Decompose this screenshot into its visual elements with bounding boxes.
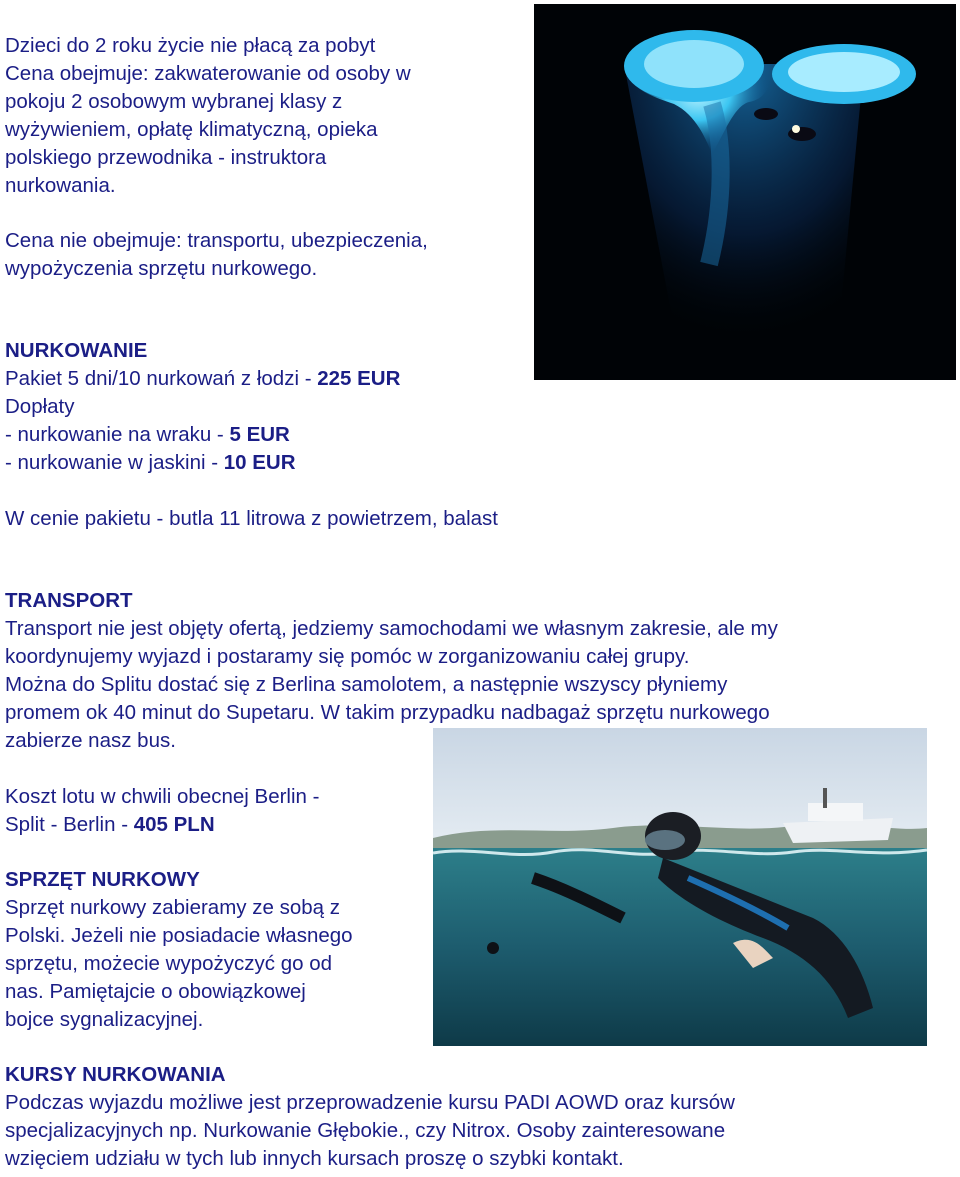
package-text: Pakiet 5 dni/10 nurkowań z łodzi - [5,367,318,390]
wreck-price: 5 EUR [229,423,290,446]
courses-line-1: Podczas wyjazdu możliwe jest przeprowadzenie kursu PADI AOWD oraz kursów [5,1091,735,1114]
package-line [5,365,400,393]
split-level-diver-photo [433,728,927,1046]
package-price: 225 EUR [317,367,401,390]
flight-line-1: Koszt lotu w chwili obecnej Berlin - [5,785,320,808]
intro-line-4: wyżywieniem, opłatę klimatyczną, opieka [5,118,378,141]
package-includes: W cenie pakietu - butla 11 litrowa z powietrzem, balast [5,507,498,530]
transport-line-4: promem ok 40 minut do Supetaru. W takim przypadku nadbagaż sprzętu nurkowego [5,701,770,724]
transport-heading: TRANSPORT [5,589,133,612]
wreck-line [5,421,290,449]
flight-price: 405 PLN [133,813,215,836]
cave-diving-photo [534,4,956,380]
surcharges-label: Dopłaty [5,395,75,418]
equipment-line-2: Polski. Jeżeli nie posiadacie własnego [5,924,353,947]
intro-line-5: polskiego przewodnika - instruktora [5,146,327,169]
transport-line-1: Transport nie jest objęty ofertą, jedziemy samochodami we własnym zakresie, ale my [5,617,778,640]
transport-line-3: Można do Splitu dostać się z Berlina samolotem, a następnie wszyscy płyniemy [5,673,728,696]
transport-line-2: koordynujemy wyjazd i postaramy się pomóc w zorganizowaniu całej grupy. [5,645,690,668]
diving-heading: NURKOWANIE [5,339,148,362]
transport-line-5: zabierze nasz bus. [5,729,176,752]
equipment-heading: SPRZĘT NURKOWY [5,868,200,891]
cave-line [5,449,296,477]
courses-heading: KURSY NURKOWANIA [5,1063,226,1086]
equipment-line-1: Sprzęt nurkowy zabieramy ze sobą z [5,896,340,919]
intro-line-1: Dzieci do 2 roku życie nie płacą za pobyt [5,34,376,57]
courses-line-3: wzięciem udziału w tych lub innych kursach proszę o szybki kontakt. [5,1147,624,1170]
intro-line-3: pokoju 2 osobowym wybranej klasy z [5,90,343,113]
equipment-line-4: nas. Pamiętajcie o obowiązkowej [5,980,306,1003]
intro-line-6: nurkowania. [5,174,116,197]
flight-text: Split - Berlin - [5,813,134,836]
equipment-line-3: sprzętu, możecie wypożyczyć go od [5,952,332,975]
intro-line-2: Cena obejmuje: zakwaterowanie od osoby w [5,62,411,85]
cave-price: 10 EUR [223,451,296,474]
flight-line-2 [5,811,215,839]
cave-text: - nurkowanie w jaskini - [5,451,224,474]
excludes-line-1: Cena nie obejmuje: transportu, ubezpieczenia, [5,229,428,252]
wreck-text: - nurkowanie na wraku - [5,423,230,446]
excludes-line-2: wypożyczenia sprzętu nurkowego. [5,257,318,280]
equipment-line-5: bojce sygnalizacyjnej. [5,1008,204,1031]
courses-line-2: specjalizacyjnych np. Nurkowanie Głębokie., czy Nitrox. Osoby zainteresowane [5,1119,726,1142]
